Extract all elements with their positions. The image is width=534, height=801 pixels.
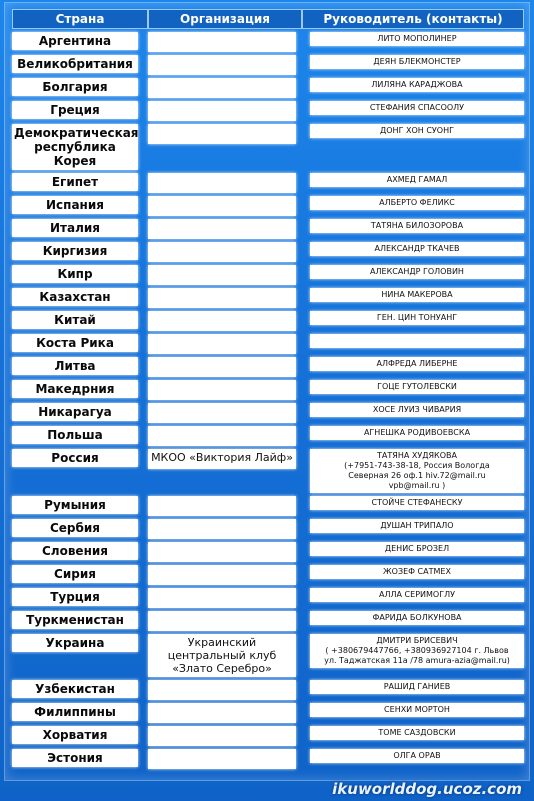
organization-cell	[148, 32, 302, 52]
organization-cell	[148, 634, 302, 677]
organization-cell	[148, 242, 302, 262]
country-name: Турция	[12, 588, 138, 606]
country-name: Эстония	[12, 749, 138, 767]
organization-name: Украинский центральный клуб «Злато Серебро»	[148, 634, 296, 677]
country-name: Румыния	[12, 496, 138, 514]
table-row	[12, 334, 524, 354]
head-contacts-cell	[302, 726, 524, 746]
country-name: Демократическая республика Корея	[14, 126, 139, 168]
column-header-organization: Организация	[148, 9, 302, 29]
head-contacts: ГЕН. ЦИН ТОНУАНГ	[310, 311, 524, 325]
organization-name	[148, 588, 296, 608]
country-name: Филиппины	[12, 703, 138, 721]
organization-cell	[148, 196, 302, 216]
head-contacts-cell	[302, 357, 524, 377]
head-contacts: ЖОЗЕФ САТМЕХ	[310, 565, 524, 579]
organization-cell	[148, 78, 302, 98]
head-contacts-cell	[302, 426, 524, 446]
country-name: Польша	[12, 426, 138, 444]
country-name: Россия	[12, 449, 138, 467]
organization-cell	[148, 680, 302, 700]
organization-cell	[148, 703, 302, 723]
head-contacts-cell	[302, 634, 524, 677]
organization-cell	[148, 519, 302, 539]
organization-cell	[148, 588, 302, 608]
table-row	[12, 311, 524, 331]
table-row	[12, 519, 524, 539]
country-cell	[12, 334, 148, 354]
organization-name	[148, 55, 296, 75]
table-row	[12, 55, 524, 75]
organization-name	[148, 101, 296, 121]
head-contacts-cell	[302, 219, 524, 239]
head-contacts: ЛИЛЯНА КАРАДЖОВА	[310, 78, 524, 92]
country-cell	[12, 124, 148, 170]
table-row	[12, 78, 524, 98]
organization-name	[148, 380, 296, 400]
organization-name	[148, 611, 296, 631]
head-contacts-cell	[302, 496, 524, 516]
country-cell	[12, 680, 148, 700]
country-cell	[12, 565, 148, 585]
table-row	[12, 496, 524, 516]
table-row	[12, 449, 524, 493]
table-row	[12, 426, 524, 446]
country-name: Узбекистан	[12, 680, 138, 698]
country-cell	[12, 726, 148, 746]
table-body	[12, 32, 524, 769]
organization-name	[148, 311, 296, 331]
organization-cell	[148, 449, 302, 493]
organization-name	[148, 680, 296, 700]
organization-cell	[148, 219, 302, 239]
organization-name	[148, 265, 296, 285]
country-cell	[12, 311, 148, 331]
organization-name	[148, 288, 296, 308]
organization-cell	[148, 380, 302, 400]
head-contacts: АХМЕД ГАМАЛ	[310, 173, 524, 187]
organization-cell	[148, 611, 302, 631]
organization-name	[148, 124, 296, 144]
head-contacts: РАШИД ГАНИЕВ	[310, 680, 524, 694]
organization-name	[148, 496, 296, 516]
table-row	[12, 196, 524, 216]
head-contacts-cell	[302, 242, 524, 262]
organization-cell	[148, 288, 302, 308]
table-row	[12, 703, 524, 723]
country-name: Киргизия	[12, 242, 138, 260]
organization-cell	[148, 357, 302, 377]
country-cell	[12, 449, 148, 493]
country-cell	[12, 32, 148, 52]
head-contacts: ЛИТО МОПОЛИНЕР	[310, 32, 524, 46]
country-cell	[12, 403, 148, 423]
head-contacts: ДОНГ ХОН СУОНГ	[310, 124, 524, 138]
organization-name	[148, 32, 296, 52]
table-row	[12, 542, 524, 562]
organization-name	[148, 173, 296, 193]
table-row	[12, 680, 524, 700]
head-contacts: СТЕФАНИЯ СПАСООЛУ	[310, 101, 524, 115]
table-row	[12, 565, 524, 585]
head-contacts	[310, 334, 524, 348]
country-name: Китай	[12, 311, 138, 329]
head-contacts: ОЛГА ОРАВ	[310, 749, 524, 763]
organization-cell	[148, 403, 302, 423]
head-contacts-line: (+7951-743-38-18, Россия Вологда	[344, 461, 490, 470]
organization-cell	[148, 565, 302, 585]
organization-cell	[148, 726, 302, 746]
head-contacts: АГНЕШКА РОДИВОЕВСКА	[310, 426, 524, 440]
head-contacts: АЛЛА СЕРИМОГЛУ	[310, 588, 524, 602]
head-contacts: СТОЙЧЕ СТЕФАНЕСКУ	[310, 496, 524, 510]
country-name: Литва	[12, 357, 138, 375]
table-row	[12, 219, 524, 239]
table-row	[12, 611, 524, 631]
organization-name	[148, 334, 296, 354]
head-contacts-cell	[302, 78, 524, 98]
country-name: Аргентина	[12, 32, 138, 50]
country-name: Хорватия	[12, 726, 138, 744]
country-cell	[12, 634, 148, 677]
organization-name	[148, 78, 296, 98]
table-row	[12, 726, 524, 746]
column-header-country: Страна	[12, 9, 148, 29]
table-row	[12, 265, 524, 285]
country-cell	[12, 611, 148, 631]
head-contacts-cell	[302, 32, 524, 52]
country-cell	[12, 357, 148, 377]
head-contacts	[310, 634, 524, 668]
organization-name	[148, 242, 296, 262]
head-contacts-cell	[302, 403, 524, 423]
head-contacts-line: vpb@mail.ru )	[388, 481, 446, 490]
head-contacts-cell	[302, 449, 524, 493]
country-cell	[12, 496, 148, 516]
country-name: Египет	[12, 173, 138, 191]
organization-name: МКОО «Виктория Лайф»	[148, 449, 296, 469]
table-row	[12, 32, 524, 52]
organization-name	[148, 403, 296, 423]
head-contacts-cell	[302, 519, 524, 539]
country-cell	[12, 426, 148, 446]
head-contacts-cell	[302, 565, 524, 585]
organization-cell	[148, 124, 302, 170]
head-contacts-cell	[302, 542, 524, 562]
head-contacts: ФАРИДА БОЛКУНОВА	[310, 611, 524, 625]
head-contacts: ДЕЯН БЛЕКМОНСТЕР	[310, 55, 524, 69]
head-contacts: ДЕНИС БРОЗЕЛ	[310, 542, 524, 556]
organization-cell	[148, 426, 302, 446]
country-name: Испания	[12, 196, 138, 214]
country-name: Коста Рика	[12, 334, 138, 352]
head-contacts-cell	[302, 124, 524, 170]
country-cell	[12, 749, 148, 769]
head-contacts: ДУШАН ТРИПАЛО	[310, 519, 524, 533]
organization-cell	[148, 542, 302, 562]
organization-name	[148, 519, 296, 539]
head-contacts-cell	[302, 334, 524, 354]
head-contacts-cell	[302, 196, 524, 216]
country-name: Великобритания	[12, 55, 138, 73]
table-row	[12, 403, 524, 423]
table-row	[12, 357, 524, 377]
site-watermark: ikuworlddog.ucoz.com	[332, 780, 522, 798]
organization-name	[148, 726, 296, 746]
country-cell	[12, 242, 148, 262]
country-name: Туркменистан	[12, 611, 138, 629]
table-row	[12, 588, 524, 608]
head-contacts: ТОМЕ САЗДОВСКИ	[310, 726, 524, 740]
country-name: Болгария	[12, 78, 138, 96]
head-contacts-line: Северная 26 оф.1 hiv.72@mail.ru	[348, 471, 486, 480]
head-contacts-line: ул. Таджатская 11а /78 amura-azia@mail.ru)	[324, 656, 510, 665]
country-name: Кипр	[12, 265, 138, 283]
table-row	[12, 288, 524, 308]
table-row	[12, 749, 524, 769]
head-contacts-cell	[302, 588, 524, 608]
country-cell	[12, 588, 148, 608]
organization-name	[148, 703, 296, 723]
country-name: Македрния	[12, 380, 138, 398]
table-header	[12, 9, 524, 29]
head-contacts: ГОЦЕ ГУТОЛЕВСКИ	[310, 380, 524, 394]
organization-cell	[148, 101, 302, 121]
head-contacts-cell	[302, 265, 524, 285]
head-contacts: ТАТЯНА БИЛОЗОРОВА	[310, 219, 524, 233]
head-contacts-cell	[302, 55, 524, 75]
table-row	[12, 634, 524, 677]
head-contacts: АЛБЕРТО ФЕЛИКС	[310, 196, 524, 210]
head-contacts-cell	[302, 703, 524, 723]
head-contacts-cell	[302, 380, 524, 400]
organization-name	[148, 749, 296, 769]
head-contacts	[310, 449, 524, 493]
table-row	[12, 101, 524, 121]
organization-cell	[148, 265, 302, 285]
country-cell	[12, 219, 148, 239]
head-contacts-cell	[302, 611, 524, 631]
country-cell	[12, 519, 148, 539]
organization-name	[148, 565, 296, 585]
head-contacts: АЛЕКСАНДР ТКАЧЕВ	[310, 242, 524, 256]
organization-name	[148, 542, 296, 562]
column-header-head-contacts: Руководитель (контакты)	[302, 9, 524, 29]
country-name: Греция	[12, 101, 138, 119]
head-contacts-cell	[302, 311, 524, 331]
country-cell	[12, 542, 148, 562]
organization-name	[148, 357, 296, 377]
organization-cell	[148, 55, 302, 75]
head-contacts: ХОСЕ ЛУИЗ ЧИВАРИЯ	[310, 403, 524, 417]
organization-cell	[148, 311, 302, 331]
country-cell	[12, 173, 148, 193]
table-row	[12, 173, 524, 193]
table-row	[12, 380, 524, 400]
country-name: Сербия	[12, 519, 138, 537]
head-contacts-cell	[302, 101, 524, 121]
table-row	[12, 124, 524, 170]
table-row	[12, 242, 524, 262]
country-name: Никарагуа	[12, 403, 138, 421]
organization-cell	[148, 749, 302, 769]
country-cell	[12, 265, 148, 285]
organization-name	[148, 426, 296, 446]
organization-cell	[148, 496, 302, 516]
head-contacts: АЛЕКСАНДР ГОЛОВИН	[310, 265, 524, 279]
country-cell	[12, 703, 148, 723]
country-cell	[12, 78, 148, 98]
organization-name	[148, 196, 296, 216]
contacts-table	[12, 6, 524, 772]
head-contacts: НИНА МАКЕРОВА	[310, 288, 524, 302]
country-cell	[12, 288, 148, 308]
country-name: Украина	[12, 634, 138, 652]
country-cell	[12, 380, 148, 400]
organization-cell	[148, 173, 302, 193]
head-contacts-cell	[302, 680, 524, 700]
country-cell	[12, 55, 148, 75]
country-name: Сирия	[12, 565, 138, 583]
head-contacts-line: ТАТЯНА ХУДЯКОВА	[377, 451, 457, 460]
organization-cell	[148, 334, 302, 354]
country-name: Италия	[12, 219, 138, 237]
country-cell	[12, 196, 148, 216]
head-contacts-cell	[302, 288, 524, 308]
organization-name	[148, 219, 296, 239]
head-contacts-cell	[302, 173, 524, 193]
head-contacts: АЛФРЕДА ЛИБЕРНЕ	[310, 357, 524, 371]
head-contacts-line: ( +380679447766, +380936927104 г. Львов	[325, 646, 509, 655]
head-contacts-cell	[302, 749, 524, 769]
head-contacts-line: ДМИТРИ БРИСЕВИЧ	[376, 636, 458, 645]
country-name: Словения	[12, 542, 138, 560]
country-cell	[12, 101, 148, 121]
country-name: Казахстан	[12, 288, 138, 306]
head-contacts: СЕНХИ МОРТОН	[310, 703, 524, 717]
